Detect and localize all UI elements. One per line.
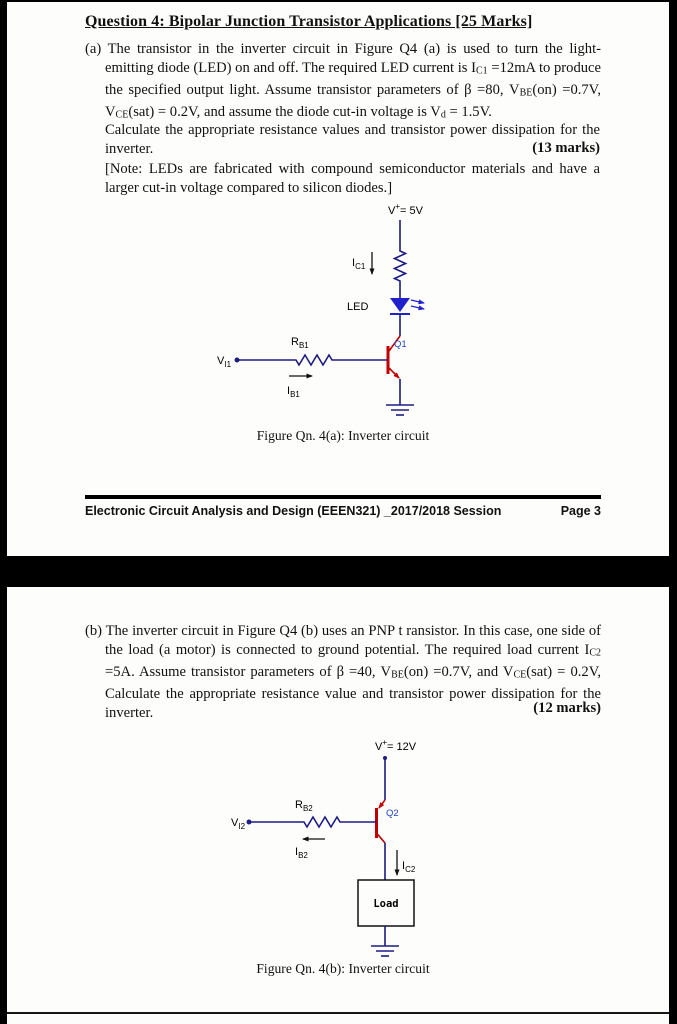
calculate-text: Calculate the appropriate resistance values and transistor power dissipation for the inverter. (105, 122, 600, 158)
figure-a-inverter-circuit (175, 196, 575, 422)
ic2-label: $I_{C2}$ (402, 860, 416, 874)
q1-label: Q1 (394, 339, 407, 350)
supply-voltage-label-a: V+= 5V (388, 202, 423, 217)
page-footer (85, 504, 601, 518)
part-a-text-4: (sat) = 0.2V, and assume the diode cut-in voltage is V (128, 103, 441, 120)
base-resistor-rb1 (293, 355, 335, 365)
part-a-text-5: = 1.5V. (445, 103, 492, 120)
bottom-rule (7, 1012, 669, 1014)
item-label-b: (b) (85, 623, 103, 639)
item-label-a: (a) (85, 41, 102, 57)
input-node-vi2 (247, 820, 252, 825)
load-label: Load (373, 898, 399, 910)
page-right-edge (669, 0, 677, 1024)
supply-wire-b (383, 756, 387, 800)
part-b-text-1: The inverter circuit in Figure Q4 (b) uses an PNP t ransistor. In this case, one side of the load (a motor) is connected to ground potential. The required load current I (105, 623, 601, 659)
figure-b-caption: Figure Qn. 4(b): Inverter circuit (256, 961, 430, 976)
rb2-label: $R_{B2}$ (295, 799, 313, 813)
part-a-text-1: The transistor in the inverter circuit in Figure Q4 (a) is used to turn the light-emitting diode (LED) on and off. The required LED current is I (105, 41, 601, 77)
paragraph-calculate (105, 121, 600, 160)
figure-b-inverter-circuit (175, 736, 575, 960)
part-b-sub-vbe: BE (391, 669, 404, 681)
marks-b: (12 marks) (533, 700, 601, 716)
collector-resistor-a (395, 248, 406, 284)
part-b-sub-ic2: C2 (589, 647, 601, 659)
footer-course-title: Electronic Circuit Analysis and Design (EEEN321) _2017/2018 Session (85, 504, 502, 518)
question-title: Question 4: Bipolar Junction Transistor Applications [25 Marks] (85, 13, 533, 30)
rb1-label: $R_{B1}$ (291, 336, 309, 350)
q2-label: Q2 (386, 808, 399, 819)
part-a-sub-vce: CE (115, 109, 129, 121)
page-top-edge (0, 0, 677, 2)
footer-page-number: Page 3 (560, 504, 601, 518)
paragraph-note (105, 160, 600, 199)
part-a-sub-vbe: BE (519, 87, 533, 99)
part-a-text-3: (on) =0.7V, V (105, 82, 601, 120)
vi1-label: $V_{I1}$ (217, 355, 232, 369)
marks-a: (13 marks) (532, 140, 600, 157)
ground-symbol-a (386, 405, 414, 415)
part-a-sub-ic1: C1 (476, 65, 488, 77)
vi2-label: $V_{I2}$ (231, 817, 246, 831)
base-resistor-rb2 (301, 817, 343, 827)
base-network-b (247, 817, 377, 827)
base-network-a (235, 355, 388, 365)
part-a-text-2: =12mA to produce the specified output light. Assume transistor parameters of β =80, V (105, 60, 601, 99)
ground-symbol-b (371, 946, 399, 956)
page-break-band (0, 556, 677, 587)
transistor-q2-pnp (377, 800, 386, 843)
input-node-vi1 (235, 358, 240, 363)
paragraph-part-a (85, 40, 601, 125)
page-left-edge (0, 0, 7, 1024)
figure-a-caption: Figure Qn. 4(a): Inverter circuit (256, 428, 430, 443)
ib2-label: $I_{B2}$ (295, 846, 308, 860)
supply-voltage-label-b: V+= 12V (375, 738, 417, 753)
note-text: [Note: LEDs are fabricated with compound semiconductor materials and have a larger cut-in voltage compared to silicon diodes.] (105, 161, 600, 197)
part-a-sub-vd: d (440, 109, 446, 121)
part-b-text-3: (on) =0.7V, and V (403, 664, 514, 681)
ic1-label: $I_{C1}$ (352, 257, 366, 271)
ib1-label: $I_{B1}$ (287, 385, 300, 399)
led-symbol (390, 298, 424, 314)
led-label: LED (347, 301, 369, 313)
part-b-text-4: (sat) = 0.2V, Calculate the appropriate resistance value and transistor power dissipation for the inverter. (105, 664, 601, 722)
part-b-text-2: =5A. Assume transistor parameters of β =40, V (105, 664, 392, 681)
footer-rule (85, 495, 601, 499)
part-b-sub-vce: CE (513, 669, 527, 681)
